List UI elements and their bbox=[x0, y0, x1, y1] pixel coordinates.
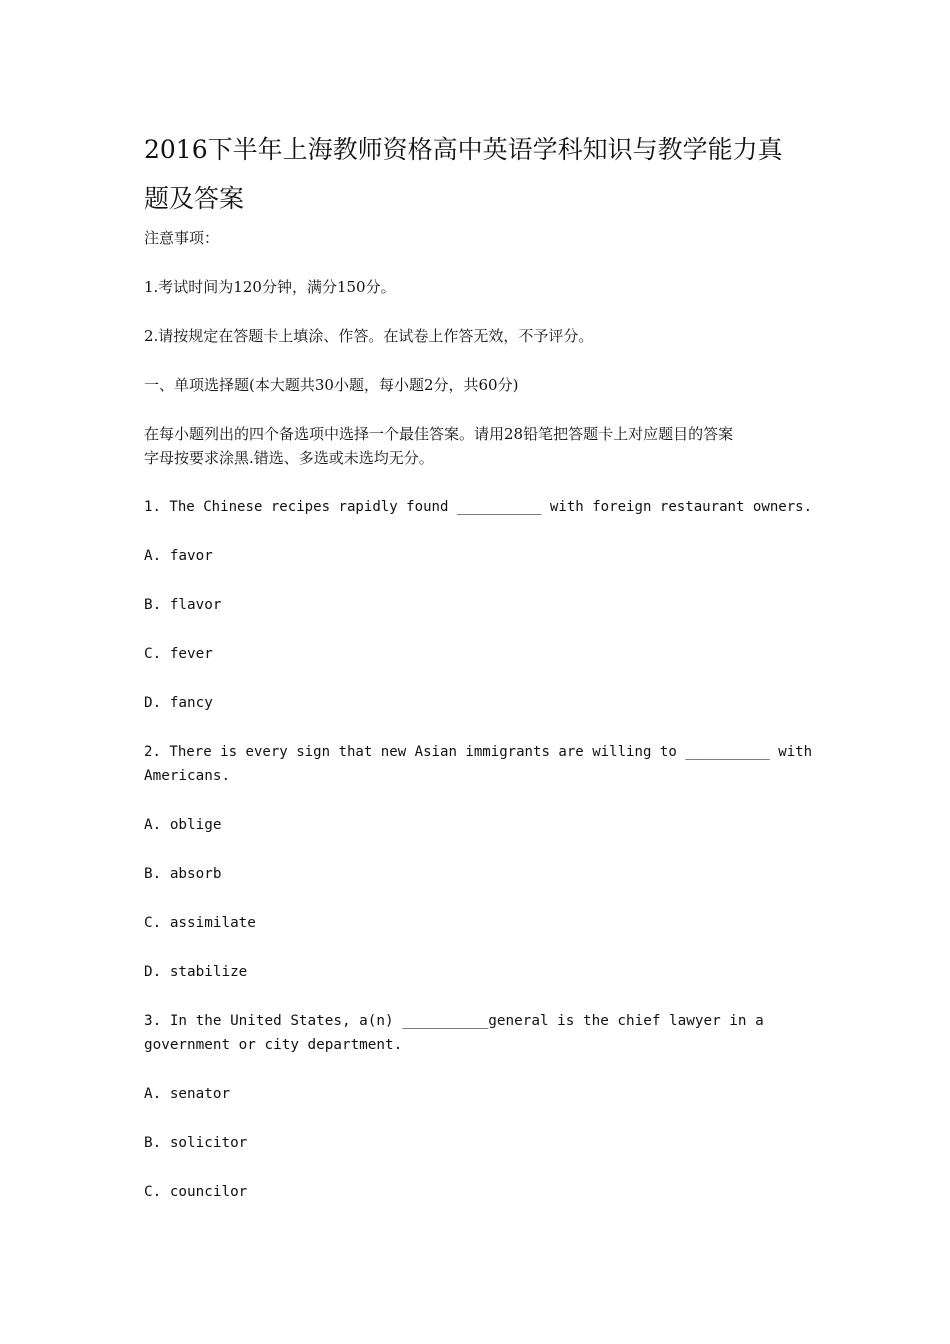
question-3-stem-line-2: government or city department. bbox=[144, 1037, 403, 1053]
question-1-option-a: A. favor bbox=[144, 548, 213, 564]
question-3-option-b: B. solicitor bbox=[144, 1135, 248, 1151]
question-3-option-a: A. senator bbox=[144, 1086, 231, 1102]
question-2-option-c: C. assimilate bbox=[144, 915, 256, 931]
notice-heading: 注意事项： bbox=[144, 229, 220, 247]
question-2-option-b: B. absorb bbox=[144, 866, 222, 882]
question-1-option-d: D. fancy bbox=[144, 695, 213, 711]
section-instruction-line-2: 字母按要求涂黑.错选、多选或未选均无分。 bbox=[144, 449, 434, 467]
notice-item-1: 1.考试时间为120分钟，满分150分。 bbox=[144, 278, 396, 296]
question-2-stem-line-1: 2. There is every sign that new Asian immigrants are willing to __________ with bbox=[144, 744, 813, 760]
notice-item-2: 2.请按规定在答题卡上填涂、作答。在试卷上作答无效，不予评分。 bbox=[144, 327, 594, 345]
document-title-line-2: 题及答案 bbox=[144, 184, 245, 213]
question-1-option-b: B. flavor bbox=[144, 597, 222, 613]
document-title-line-1: 2016下半年上海教师资格高中英语学科知识与教学能力真 bbox=[144, 135, 783, 164]
question-1-option-c: C. fever bbox=[144, 646, 213, 662]
question-3-option-c: C. councilor bbox=[144, 1184, 248, 1200]
section-heading: 一、单项选择题(本大题共30小题，每小题2分，共60分) bbox=[144, 376, 519, 394]
section-instruction-line-1: 在每小题列出的四个备选项中选择一个最佳答案。请用28铅笔把答题卡上对应题目的答案 bbox=[144, 425, 734, 443]
question-3-stem-line-1: 3. In the United States, a(n) __________general is the chief lawyer in a bbox=[144, 1013, 764, 1029]
question-1-stem: 1. The Chinese recipes rapidly found __________ with foreign restaurant owners. bbox=[144, 499, 813, 515]
question-2-option-d: D. stabilize bbox=[144, 964, 248, 980]
question-2-option-a: A. oblige bbox=[144, 817, 222, 833]
question-2-stem-line-2: Americans. bbox=[144, 768, 231, 784]
